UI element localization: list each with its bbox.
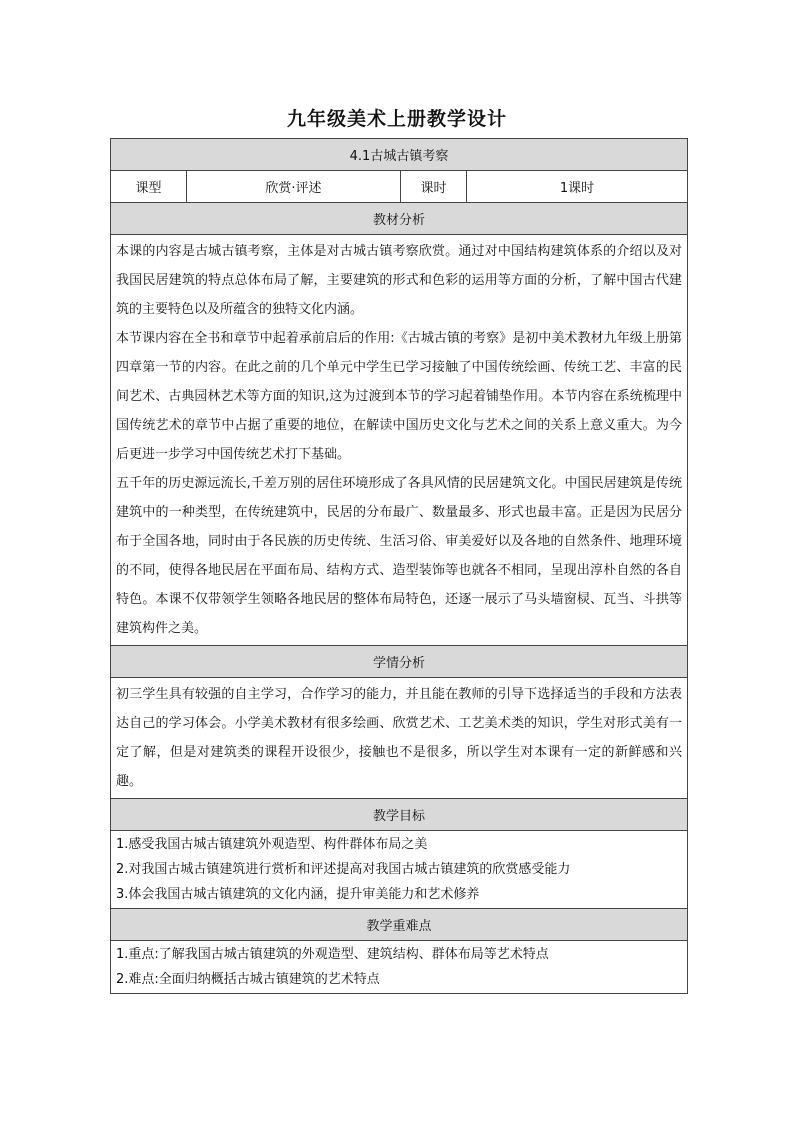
key-points-header bbox=[111, 909, 688, 941]
lesson-plan-table bbox=[110, 138, 688, 994]
section-heading: 教学目标 bbox=[111, 799, 688, 831]
lesson-type-label: 课型 bbox=[111, 171, 187, 203]
paragraph: 初三学生具有较强的自主学习，合作学习的能力，并且能在教师的引导下选择适当的手段和方法表达自己的学习体会。小学美术教材有很多绘画、欣赏艺术、工艺美术类的知识，学生对形式美有一定了解，但是对建筑类的课程开设很少，接触也不是很多，所以学生对本课有一定的新鲜感和兴趣。 bbox=[116, 687, 682, 789]
list-item: 2.对我国古城古镇建筑进行赏析和评述提高对我国古城古镇建筑的欣赏感受能力 bbox=[116, 862, 571, 877]
lesson-meta-row bbox=[111, 171, 688, 203]
paragraph: 本课的内容是古城古镇考察，主体是对古城古镇考察欣赏。通过对中国结构建筑体系的介绍以及对我国民居建筑的特点总体布局了解，主要建筑的形式和色彩的运用等方面的分析，了解中国古代建筑的主要特色以及所蕴含的独特文化内涵。 bbox=[116, 244, 682, 317]
textbook-analysis-header bbox=[111, 203, 688, 235]
section-heading: 教学重难点 bbox=[111, 909, 688, 941]
student-analysis-body bbox=[111, 678, 688, 799]
lesson-hours-value: 1课时 bbox=[467, 171, 688, 203]
section-heading: 教材分析 bbox=[111, 203, 688, 235]
lesson-name: 4.1古城古镇考察 bbox=[111, 139, 688, 171]
list-item: 1.重点:了解我国古城古镇建筑的外观造型、建筑结构、群体布局等艺术特点 bbox=[116, 947, 549, 962]
paragraph: 五千年的历史源远流长,千差万别的居住环境形成了各具风情的民居建筑文化。中国民居建筑是传统建筑中的一种类型，在传统建筑中，民居的分布最广、数量最多、形式也最丰富。正是因为民居分布于全国各地，同时由于各民族的历史传统、生活习俗、审美爱好以及各地的自然条件、地理环境的不同，使得各地民居在平面布局、结构方式、造型装饰等也就各不相同，呈现出淳朴自然的各自特色。本课不仅带领学生领略各地民居的整体布局特色，还逐一展示了马头墙窗棂、瓦当、斗拱等建筑构件之美。 bbox=[116, 476, 682, 636]
document-title: 九年级美术上册教学设计 bbox=[286, 108, 507, 130]
objectives-header bbox=[111, 799, 688, 831]
paragraph: 本节课内容在全书和章节中起着承前启后的作用:《古城古镇的考察》是初中美术教材九年级上册第四章第一节的内容。在此之前的几个单元中学生已学习接触了中国传统绘画、传统工艺、丰富的民间艺术、古典园林艺术等方面的知识,这为过渡到本节的学习起着铺垫作用。本节内容在系统梳理中国传统艺术的章节中占据了重要的地位，在解读中国历史文化与艺术之间的关系上意义重大。为今后更进一步学习中国传统艺术打下基础。 bbox=[116, 331, 682, 462]
objectives-body bbox=[111, 831, 688, 909]
key-points-body bbox=[111, 941, 688, 994]
list-item: 3.体会我国古城古镇建筑的文化内涵，提升审美能力和艺术修养 bbox=[116, 887, 480, 902]
student-analysis-header bbox=[111, 646, 688, 678]
lesson-hours-label: 课时 bbox=[401, 171, 467, 203]
list-item: 1.感受我国古城古镇建筑外观造型、构件群体布局之美 bbox=[116, 837, 428, 852]
lesson-type-value: 欣赏·评述 bbox=[187, 171, 401, 203]
list-item: 2.难点:全面归纳概括古城古镇建筑的艺术特点 bbox=[116, 972, 380, 987]
section-heading: 学情分析 bbox=[111, 646, 688, 678]
textbook-analysis-body bbox=[111, 235, 688, 646]
lesson-name-row bbox=[111, 139, 688, 171]
